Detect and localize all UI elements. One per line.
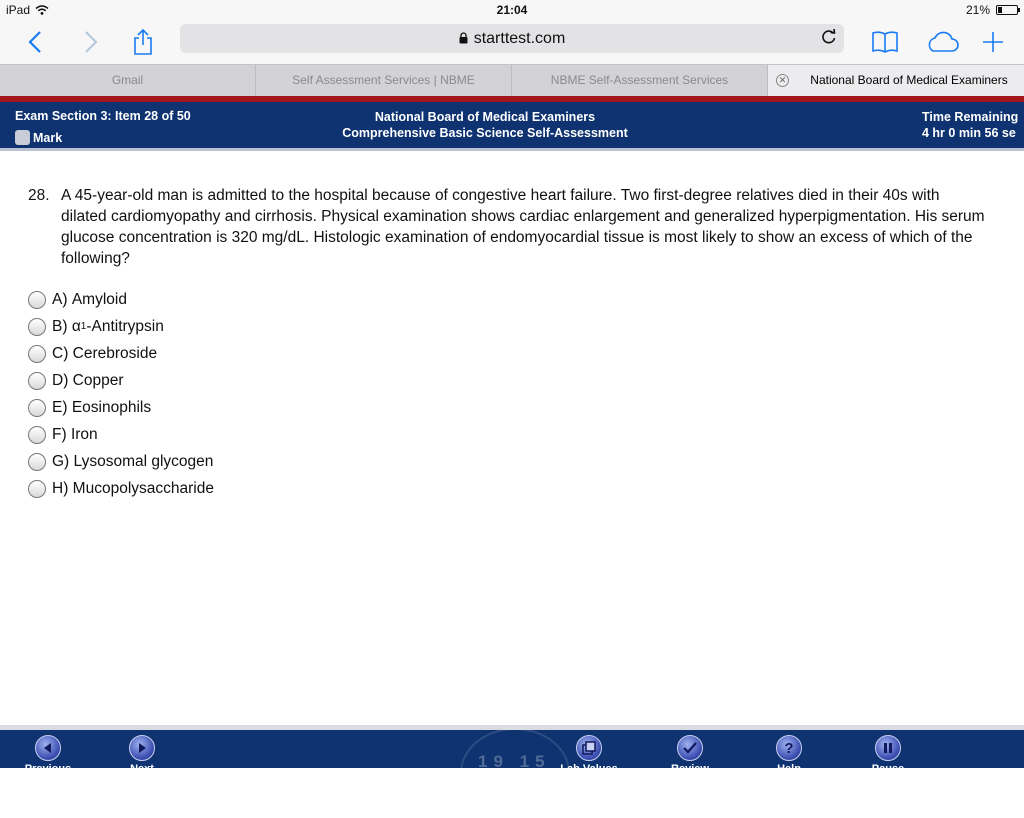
exam-header bbox=[0, 102, 1024, 151]
option-h[interactable] bbox=[28, 475, 214, 502]
radio-button[interactable] bbox=[28, 399, 46, 417]
reload-icon[interactable] bbox=[820, 28, 838, 51]
mark-label: Mark bbox=[33, 130, 63, 145]
exam-footer bbox=[0, 730, 1024, 775]
forward-chevron-icon[interactable] bbox=[78, 24, 104, 60]
tab-self-assessment-services[interactable] bbox=[256, 65, 512, 97]
battery-icon bbox=[996, 5, 1018, 15]
option-text: Copper bbox=[72, 371, 124, 389]
review-check-icon bbox=[677, 735, 703, 761]
browser-tab-strip bbox=[0, 64, 1024, 96]
pause-label: Pause bbox=[871, 763, 905, 775]
status-bar bbox=[0, 0, 1024, 20]
review-label: Review bbox=[671, 763, 709, 775]
previous-button[interactable] bbox=[13, 735, 83, 775]
option-text: Mucopolysaccharide bbox=[72, 479, 214, 497]
tab-gmail[interactable] bbox=[0, 65, 256, 97]
help-question-icon: ? bbox=[776, 735, 802, 761]
back-chevron-icon[interactable] bbox=[22, 24, 48, 60]
question-number: 28. bbox=[28, 187, 50, 204]
time-remaining-value: 4 hr 0 min 56 se bbox=[922, 126, 1016, 140]
seal-text: 19 15 bbox=[478, 752, 551, 771]
answer-options bbox=[28, 286, 214, 502]
lock-icon bbox=[459, 32, 468, 44]
exam-title bbox=[335, 109, 635, 141]
lab-values-icon bbox=[576, 735, 602, 761]
radio-button[interactable] bbox=[28, 372, 46, 390]
exam-section-label: Exam Section 3: Item 28 of 50 bbox=[15, 109, 191, 123]
option-letter: C) bbox=[52, 344, 69, 362]
question-block bbox=[28, 185, 988, 269]
previous-label: Previous bbox=[24, 763, 72, 775]
help-label: Help bbox=[777, 763, 801, 775]
review-button[interactable] bbox=[655, 735, 725, 775]
tab-label: NBME Self-Assessment Services bbox=[550, 73, 729, 87]
address-bar[interactable] bbox=[180, 24, 844, 53]
help-button[interactable] bbox=[754, 735, 824, 775]
share-icon[interactable] bbox=[130, 24, 156, 60]
bookmarks-book-icon[interactable] bbox=[868, 24, 902, 60]
new-tab-plus-icon[interactable] bbox=[980, 24, 1006, 60]
option-c[interactable] bbox=[28, 340, 214, 367]
radio-button[interactable] bbox=[28, 453, 46, 471]
device-label: iPad bbox=[6, 3, 31, 17]
tab-close-icon[interactable]: ✕ bbox=[776, 74, 789, 87]
radio-button[interactable] bbox=[28, 480, 46, 498]
option-text: Lysosomal glycogen bbox=[73, 452, 214, 470]
option-letter: B) bbox=[52, 317, 68, 335]
option-e[interactable] bbox=[28, 394, 214, 421]
option-f[interactable] bbox=[28, 421, 214, 448]
time-remaining bbox=[922, 109, 1018, 141]
option-letter: H) bbox=[52, 479, 69, 497]
option-letter: A) bbox=[52, 290, 68, 308]
option-text: Amyloid bbox=[71, 290, 127, 308]
radio-button[interactable] bbox=[28, 291, 46, 309]
option-text-prefix: α bbox=[71, 317, 81, 335]
radio-button[interactable] bbox=[28, 426, 46, 444]
next-arrow-icon bbox=[129, 735, 155, 761]
clock: 21:04 bbox=[496, 3, 528, 17]
lab-values-label: Lab Values bbox=[560, 763, 618, 775]
cloud-icon[interactable] bbox=[922, 24, 962, 60]
pause-icon bbox=[875, 735, 901, 761]
option-letter: E) bbox=[52, 398, 68, 416]
tab-label: National Board of Medical Examiners bbox=[810, 73, 1008, 87]
option-text: Cerebroside bbox=[72, 344, 158, 362]
time-remaining-label: Time Remaining bbox=[922, 110, 1019, 124]
previous-arrow-icon bbox=[35, 735, 61, 761]
next-button[interactable] bbox=[107, 735, 177, 775]
option-letter: F) bbox=[52, 425, 67, 443]
exam-title-line1: National Board of Medical Examiners bbox=[374, 110, 596, 124]
option-a[interactable] bbox=[28, 286, 214, 313]
mark-checkbox[interactable] bbox=[15, 130, 62, 145]
question-stem: A 45-year-old man is admitted to the hospital because of congestive heart failure. Two first-degree relatives died in their 40s with dilated cardiomyopathy and cirrhosis. Physical examination shows cardiac enlargement and generalized hyperpigmentation. His serum glucose concentration is 320 mg/dL. Histologic examination of endomyocardial tissue is most likely to show an excess of which of the following? bbox=[61, 187, 985, 267]
tab-label: Gmail bbox=[111, 73, 144, 87]
option-letter: D) bbox=[52, 371, 69, 389]
radio-button[interactable] bbox=[28, 345, 46, 363]
option-text: -Antitrypsin bbox=[86, 317, 164, 335]
exam-title-line2: Comprehensive Basic Science Self-Assessment bbox=[342, 126, 628, 140]
option-g[interactable] bbox=[28, 448, 214, 475]
option-subscript: 1 bbox=[80, 321, 87, 332]
battery-percent: 21% bbox=[965, 3, 990, 17]
lab-values-button[interactable] bbox=[554, 735, 624, 775]
radio-button[interactable] bbox=[28, 318, 46, 336]
url-text: starttest.com bbox=[473, 30, 566, 47]
option-letter: G) bbox=[52, 452, 70, 470]
option-d[interactable] bbox=[28, 367, 214, 394]
option-text: Iron bbox=[70, 425, 98, 443]
pause-button[interactable] bbox=[853, 735, 923, 775]
next-label: Next bbox=[130, 763, 154, 775]
browser-toolbar bbox=[0, 20, 1024, 64]
option-b[interactable] bbox=[28, 313, 214, 340]
option-text: Eosinophils bbox=[71, 398, 152, 416]
mark-checkbox-box[interactable] bbox=[15, 130, 30, 145]
tab-national-board[interactable] bbox=[768, 65, 1024, 97]
tab-nbme-self-assessment[interactable] bbox=[512, 65, 768, 97]
tab-label: Self Assessment Services | NBME bbox=[292, 73, 475, 87]
